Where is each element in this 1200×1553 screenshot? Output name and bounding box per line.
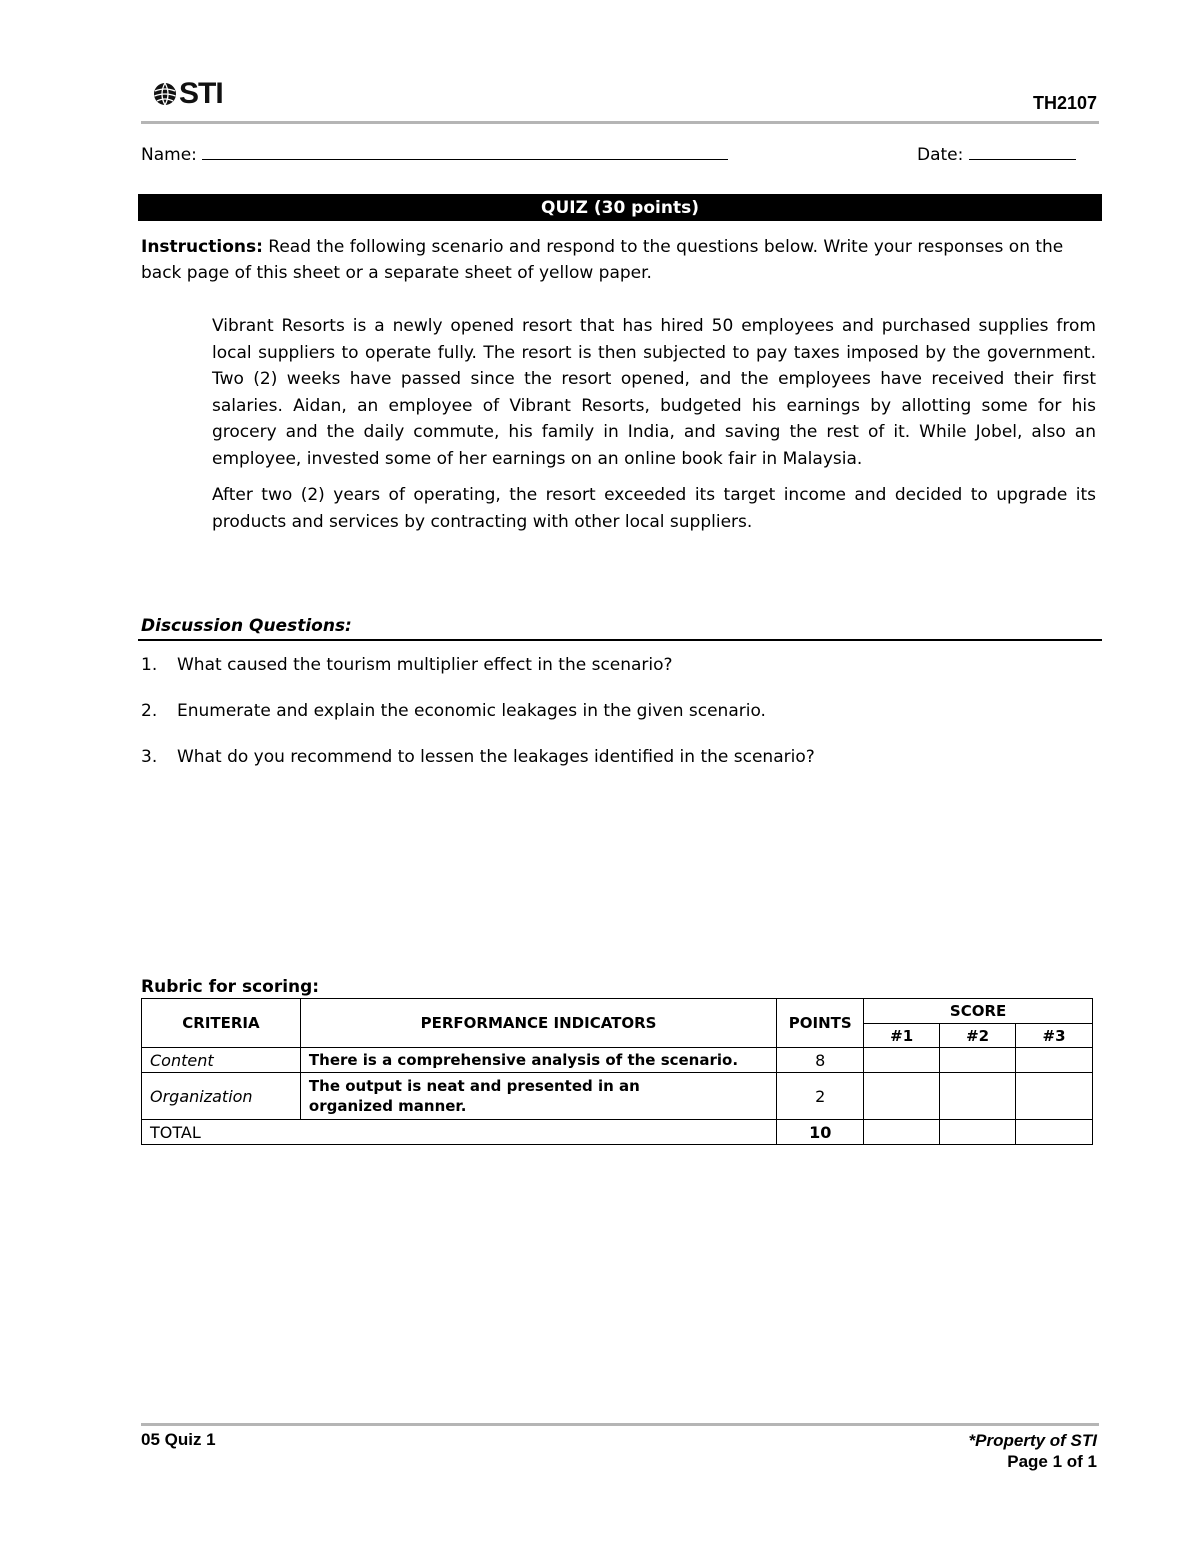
score-cell[interactable] (940, 1073, 1016, 1120)
name-field[interactable] (141, 145, 728, 165)
date-label: Date: (917, 145, 964, 165)
score-cell[interactable] (864, 1048, 940, 1073)
discussion-title: Discussion Questions: (141, 616, 352, 636)
question-text: Enumerate and explain the economic leakages in the given scenario. (177, 701, 766, 721)
date-blank-line[interactable] (969, 145, 1076, 160)
header-score: SCORE (864, 999, 1093, 1024)
criteria-cell: Organization (142, 1073, 301, 1120)
footer-divider (141, 1423, 1099, 1426)
name-label: Name: (141, 145, 197, 165)
score-cell[interactable] (1016, 1120, 1093, 1145)
total-label: TOTAL (142, 1120, 777, 1145)
question-item (141, 747, 815, 767)
table-row (142, 1073, 1093, 1120)
instructions-text: Read the following scenario and respond to the questions below. Write your responses on the back page of this sheet or a separate sheet of yellow paper. (141, 237, 1064, 283)
total-row (142, 1120, 1093, 1145)
header-indicators: PERFORMANCE INDICATORS (300, 999, 776, 1048)
indicator-cell: The output is neat and presented in an organized manner. (300, 1073, 776, 1120)
header-score-3: #3 (1016, 1024, 1093, 1048)
question-number: 3. (141, 747, 158, 767)
score-cell[interactable] (940, 1048, 1016, 1073)
instructions (141, 234, 1101, 286)
score-cell[interactable] (1016, 1073, 1093, 1120)
question-item (141, 701, 766, 721)
instructions-label: Instructions: (141, 237, 263, 257)
question-text: What do you recommend to lessen the leakages identified in the scenario? (177, 747, 815, 767)
sti-logo (153, 78, 223, 110)
scenario-paragraph: Vibrant Resorts is a newly opened resort that has hired 50 employees and purchased supplies from local suppliers to operate fully. The resort is then subjected to pay taxes imposed by the government. Two (2) weeks have passed since the resort opened, and the employees have received their first salaries. Aidan, an employee of Vibrant Resorts, budgeted his earnings by allotting some for his grocery and the daily commute, his family in India, and saving the rest of it. While Jobel, also an employee, invested some of her earnings on an online book fair in Malaysia. (212, 316, 1096, 469)
page-number: Page 1 of 1 (1007, 1452, 1097, 1471)
quiz-title-bar (138, 194, 1102, 221)
document-code: TH2107 (1032, 93, 1097, 113)
header-criteria: CRITERIA (142, 999, 301, 1048)
points-cell: 2 (777, 1073, 864, 1120)
logo-text: STI (179, 77, 223, 110)
footer-doc-label: 05 Quiz 1 (141, 1430, 216, 1449)
score-cell[interactable] (940, 1120, 1016, 1145)
name-blank-line[interactable] (202, 145, 728, 160)
points-cell: 8 (777, 1048, 864, 1073)
header-score-2: #2 (940, 1024, 1016, 1048)
score-cell[interactable] (1016, 1048, 1093, 1073)
footer-right (969, 1430, 1097, 1472)
header-divider (141, 121, 1099, 124)
discussion-divider (138, 639, 1102, 641)
quiz-title: QUIZ (30 points) (541, 197, 699, 218)
date-field[interactable] (917, 145, 1076, 165)
rubric-table (141, 998, 1093, 1145)
table-header-row (142, 999, 1093, 1024)
score-cell[interactable] (864, 1120, 940, 1145)
total-points: 10 (777, 1120, 864, 1145)
question-number: 1. (141, 655, 158, 675)
header-points: POINTS (777, 999, 864, 1048)
rubric-title: Rubric for scoring: (141, 977, 320, 997)
indicator-cell: There is a comprehensive analysis of the scenario. (300, 1048, 776, 1073)
question-number: 2. (141, 701, 158, 721)
scenario-paragraph: After two (2) years of operating, the resort exceeded its target income and decided to upgrade its products and services by contracting with other local suppliers. (212, 485, 1096, 532)
question-text: What caused the tourism multiplier effect in the scenario? (177, 655, 673, 675)
scenario (212, 313, 1096, 545)
score-cell[interactable] (864, 1073, 940, 1120)
header-score-1: #1 (864, 1024, 940, 1048)
criteria-cell: Content (142, 1048, 301, 1073)
question-item (141, 655, 673, 675)
globe-icon (153, 82, 177, 106)
property-notice: *Property of STI (968, 1431, 1097, 1450)
table-row (142, 1048, 1093, 1073)
